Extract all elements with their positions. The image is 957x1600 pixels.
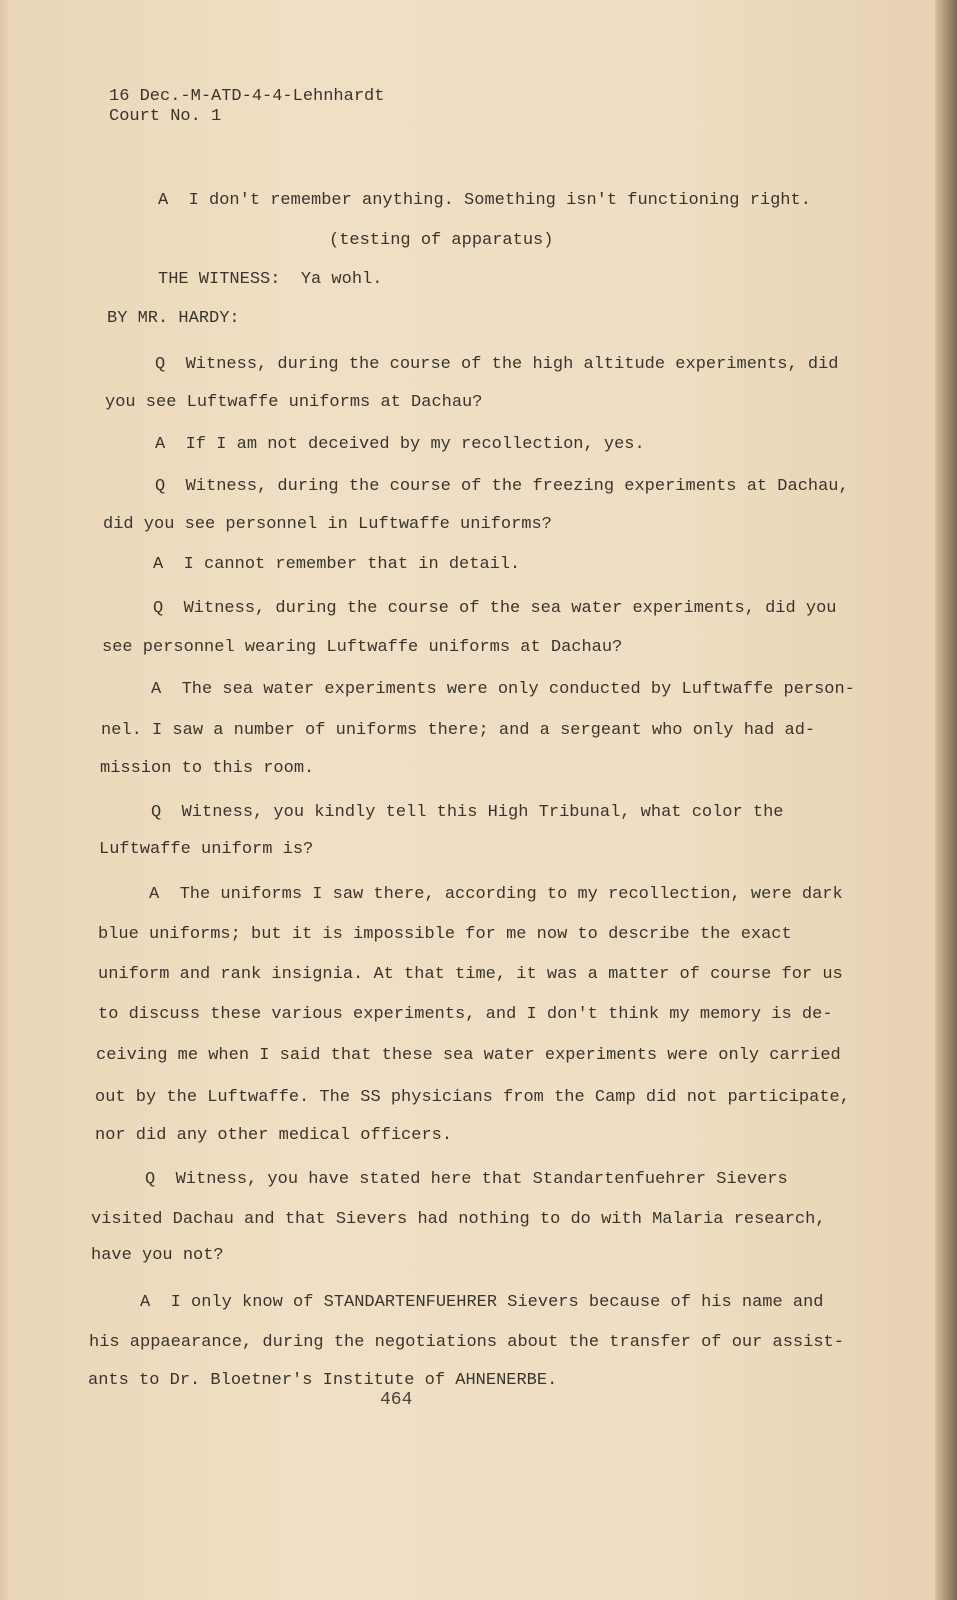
answer-line: A I only know of STANDARTENFUEHRER Sievers because of his name and <box>140 1293 824 1312</box>
answer-line: A I don't remember anything. Something isn't functioning right. <box>158 191 811 210</box>
text-line: have you not? <box>91 1246 224 1265</box>
stage-direction: (testing of apparatus) <box>329 231 554 250</box>
answer-line: A The sea water experiments were only conducted by Luftwaffe person- <box>151 680 855 699</box>
question-line: Q Witness, during the course of the freezing experiments at Dachau, <box>155 477 849 496</box>
header-line: Court No. 1 <box>109 107 222 126</box>
question-line: Q Witness, during the course of the high altitude experiments, did <box>155 355 839 374</box>
text-line: see personnel wearing Luftwaffe uniforms at Dachau? <box>102 638 623 657</box>
page-right-edge <box>935 0 957 1600</box>
text-line: his appaearance, during the negotiations about the transfer of our assist- <box>89 1333 844 1352</box>
text-line: nor did any other medical officers. <box>95 1126 453 1145</box>
text-line: did you see personnel in Luftwaffe uniforms? <box>103 515 552 534</box>
answer-line: A I cannot remember that in detail. <box>153 555 521 574</box>
text-line: blue uniforms; but it is impossible for me now to describe the exact <box>98 925 792 944</box>
text-line: out by the Luftwaffe. The SS physicians from the Camp did not participate, <box>95 1088 850 1107</box>
text-line: nel. I saw a number of uniforms there; and a sergeant who only had ad- <box>101 721 816 740</box>
text-line: uniform and rank insignia. At that time, it was a matter of course for us <box>98 965 843 984</box>
header-line: 16 Dec.-M-ATD-4-4-Lehnhardt <box>109 87 385 106</box>
witness-line: THE WITNESS: Ya wohl. <box>158 270 383 289</box>
examiner-heading: BY MR. HARDY: <box>107 309 240 328</box>
question-line: Q Witness, you kindly tell this High Tribunal, what color the <box>151 803 784 822</box>
question-line: Q Witness, during the course of the sea water experiments, did you <box>153 599 837 618</box>
text-line: ceiving me when I said that these sea water experiments were only carried <box>96 1046 841 1065</box>
text-line: mission to this room. <box>100 759 315 778</box>
text-line: to discuss these various experiments, and I don't think my memory is de- <box>98 1005 833 1024</box>
text-line: Luftwaffe uniform is? <box>99 840 314 859</box>
answer-line: A If I am not deceived by my recollection, yes. <box>155 435 645 454</box>
text-line: visited Dachau and that Sievers had nothing to do with Malaria research, <box>91 1210 826 1229</box>
text-line: ants to Dr. Bloetner's Institute of AHNENERBE. <box>88 1371 558 1390</box>
page-left-edge <box>0 0 10 1600</box>
page-number: 464 <box>380 1390 413 1410</box>
question-line: Q Witness, you have stated here that Standartenfuehrer Sievers <box>145 1170 788 1189</box>
text-line: you see Luftwaffe uniforms at Dachau? <box>105 393 483 412</box>
answer-line: A The uniforms I saw there, according to my recollection, were dark <box>149 885 843 904</box>
